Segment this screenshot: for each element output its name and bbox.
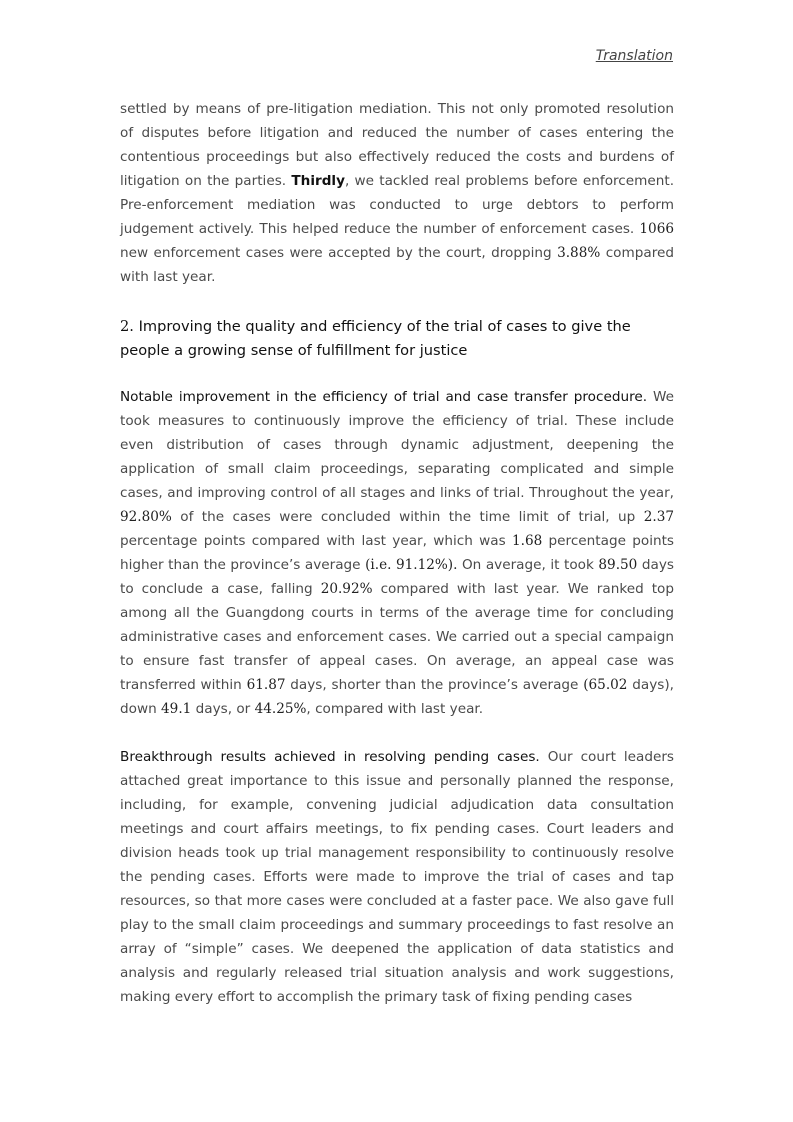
figure-number: 49.1 [161, 701, 192, 717]
text-run: , compared with last year. [306, 701, 484, 717]
text-run: compared with last year. [120, 245, 674, 285]
section-heading-text: Improving the quality and efficiency of the trial of cases to give the people a growing sense of fulfillment for justice [120, 318, 631, 359]
text-run: compared with last year. We ranked top among all the Guangdong courts in terms of the average time for concluding administrative cases and enforcement cases. We carried out a special campaign to ensure fast transfer of appeal cases. On average, an appeal case was transferred within [120, 581, 675, 693]
figure-number: 3.88% [557, 245, 601, 261]
paragraph-pre-litigation [120, 97, 674, 289]
text-run: We took measures to continuously improve the efficiency of trial. These include even distribution of cases through dynamic adjustment, deepening the application of small claim proceedings, separating complicated and simple cases, and improving control of all stages and links of trial. Throughout the year, [120, 389, 674, 501]
text-run: percentage points compared with last year, which was [120, 533, 512, 549]
figure-number: (65.02 [583, 677, 628, 693]
text-run: days, or [191, 701, 255, 717]
text-run: percentage points higher than the province’s average [120, 533, 674, 573]
paragraph-efficiency [120, 385, 674, 721]
text-run: of the cases were concluded within the time limit of trial, up [171, 509, 644, 525]
figure-number: 1066 [639, 221, 674, 237]
figure-number: 92.80% [120, 509, 172, 525]
paragraph-lead: Notable improvement in the efficiency of trial and case transfer procedure. [120, 389, 648, 405]
text-run: , we tackled real problems before enforcement. Pre-enforcement mediation was conducted to urge debtors to perform judgement actively. This helped reduce the number of enforcement cases. [120, 173, 675, 237]
paragraph-lead: Breakthrough results achieved in resolving pending cases. [120, 749, 540, 765]
text-run: settled by means of pre-litigation mediation. This not only promoted resolution of disputes before litigation and reduced the number of cases entering the contentious proceedings but also effectively reduced the costs and burdens of litigation on the parties. [120, 101, 674, 189]
thirdly-lead: Thirdly [291, 173, 345, 189]
section-number: 2. [120, 318, 134, 335]
text-run: days to conclude a case, falling [120, 557, 674, 597]
paragraph-pending-cases [120, 745, 674, 1009]
text-run: new enforcement cases were accepted by the court, dropping [120, 245, 558, 261]
section-heading [120, 315, 680, 363]
figure-number: 20.92% [320, 581, 373, 597]
figure-number: 1.68 [511, 533, 543, 549]
figure-number: (i.e. 91.12%). [365, 557, 458, 573]
page-header-label: Translation [595, 48, 673, 64]
text-run: days), down [120, 677, 674, 717]
text-run: On average, it took [457, 557, 599, 573]
text-run: days, shorter than the province’s average [285, 677, 584, 693]
figure-number: 44.25% [254, 701, 307, 717]
figure-number: 61.87 [246, 677, 286, 693]
figure-number: 89.50 [598, 557, 638, 573]
figure-number: 2.37 [643, 509, 674, 525]
text-run: Our court leaders attached great importance to this issue and personally planned the response, including, for example, convening judicial adjudication data consultation meetings and court affairs meetings, to fix pending cases. Court leaders and division heads took up trial management responsibility to continuously resolve the pending cases. Efforts were made to improve the trial of cases and tap resources, so that more cases were concluded at a faster pace. We also gave full play to the small claim proceedings and summary proceedings to fast resolve an array of “simple” cases. We deepened the application of data statistics and analysis and regularly released trial situation analysis and work suggestions, making every effort to accomplish the primary task of fixing pending cases [120, 749, 674, 1005]
